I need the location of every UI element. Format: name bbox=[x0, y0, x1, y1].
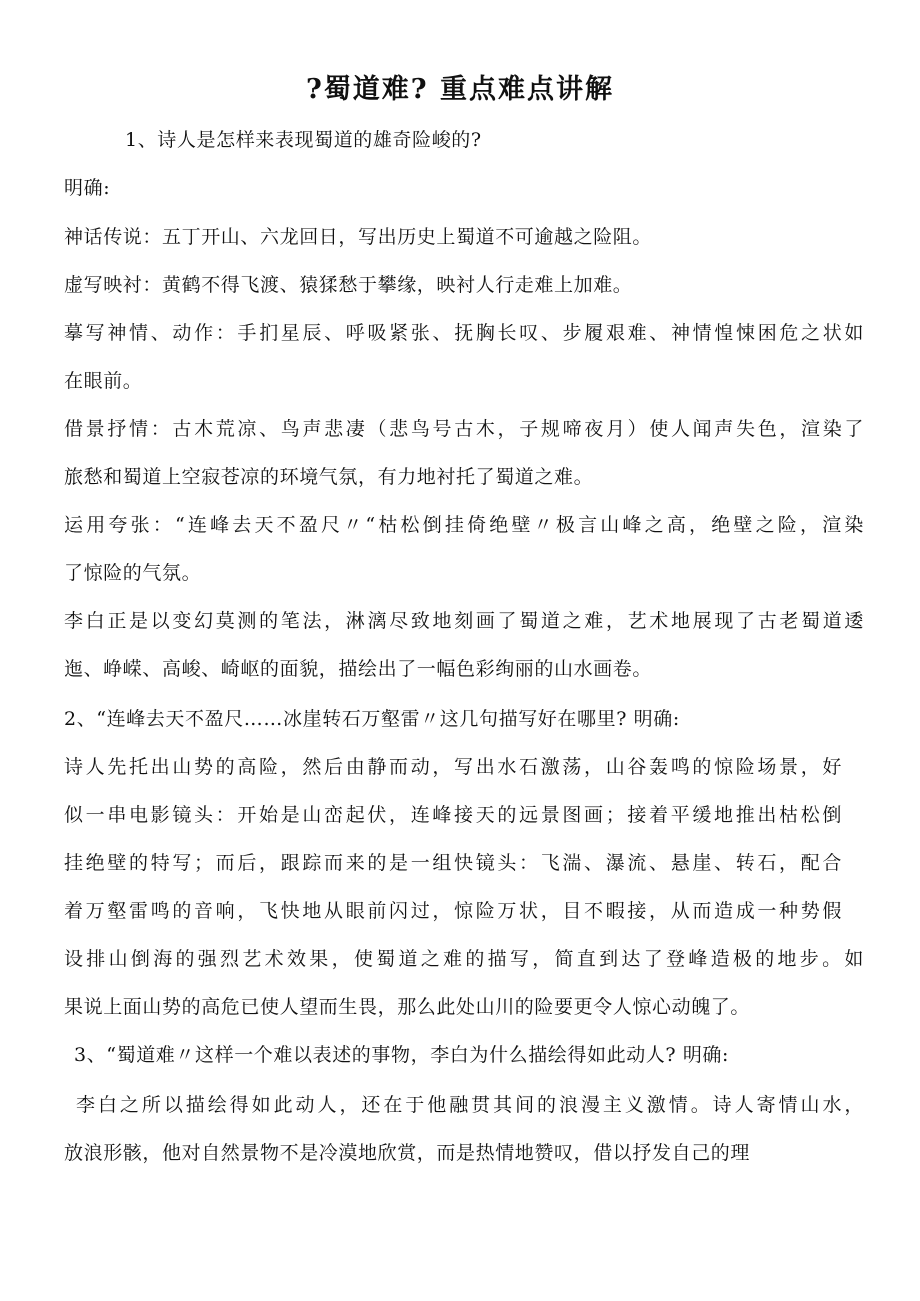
paragraph-line: 虚写映衬：黄鹤不得飞渡、猿猱愁于攀缘，映衬人行走难上加难。 bbox=[64, 274, 633, 296]
paragraph-line: 运用夸张：“连峰去天不盈尺〃“枯松倒挂倚绝壁〃极言山峰之高，绝壁之险，渲染 bbox=[64, 514, 864, 536]
paragraph-line: 神话传说：五丁开山、六龙回日，写出历史上蜀道不可逾越之险阻。 bbox=[64, 226, 653, 248]
paragraph-line: 诗人先托出山势的高险，然后由静而动，写出水石激荡，山谷轰鸣的惊险场景，好 bbox=[64, 756, 842, 778]
answer-label: 明确: bbox=[64, 177, 111, 199]
question-3: 3、“蜀道难〃这样一个难以表述的事物，李白为什么描绘得如此动人? 明确: bbox=[74, 1044, 730, 1066]
paragraph-line: 在眼前。 bbox=[64, 370, 143, 392]
paragraph-line: 李白之所以描绘得如此动人，还在于他融贯其间的浪漫主义激情。诗人寄情山水， bbox=[76, 1094, 864, 1116]
paragraph-line: 旅愁和蜀道上空寂苍凉的环境气氛，有力地衬托了蜀道之难。 bbox=[64, 466, 594, 488]
question-2: 2、“连峰去天不盈尺……冰崖转石万壑雷〃这几句描写好在哪里? 明确: bbox=[64, 708, 680, 730]
paragraph-line: 借景抒情：古木荒凉、鸟声悲凄（悲鸟号古木，子规啼夜月）使人闻声失色，渲染了 bbox=[64, 418, 864, 440]
question-1: 1、诗人是怎样来表现蜀道的雄奇险峻的? bbox=[125, 129, 482, 151]
paragraph-line: 摹写神情、动作：手扪星辰、呼吸紧张、抚胸长叹、步履艰难、神情惶悚困危之状如 bbox=[64, 322, 864, 344]
paragraph-line: 迤、峥嵘、高峻、崎岖的面貌，描绘出了一幅色彩绚丽的山水画卷。 bbox=[64, 658, 653, 680]
paragraph-line: 李白正是以变幻莫测的笔法，淋漓尽致地刻画了蜀道之难，艺术地展现了古老蜀道逶 bbox=[64, 610, 864, 632]
paragraph-line: 着万壑雷鸣的音响，飞快地从眼前闪过，惊险万状，目不暇接，从而造成一种势假 bbox=[64, 900, 842, 922]
paragraph-line: 果说上面山势的高危已使人望而生畏，那么此处山川的险要更令人惊心动魄了。 bbox=[64, 996, 751, 1018]
paragraph-line: 设排山倒海的强烈艺术效果，使蜀道之难的描写，简直到达了登峰造极的地步。如 bbox=[64, 948, 864, 970]
document-title: ?蜀道难? 重点难点讲解 bbox=[305, 74, 615, 105]
paragraph-line: 放浪形骸，他对自然景物不是冷漠地欣赏，而是热情地赞叹，借以抒发自己的理 bbox=[64, 1142, 751, 1164]
paragraph-line: 似一串电影镜头：开始是山峦起伏，连峰接天的远景图画；接着平缓地推出枯松倒 bbox=[64, 804, 842, 826]
paragraph-line: 了惊险的气氛。 bbox=[64, 562, 202, 584]
paragraph-line: 挂绝壁的特写；而后，跟踪而来的是一组快镜头：飞湍、瀑流、悬崖、转石，配合 bbox=[64, 852, 842, 874]
